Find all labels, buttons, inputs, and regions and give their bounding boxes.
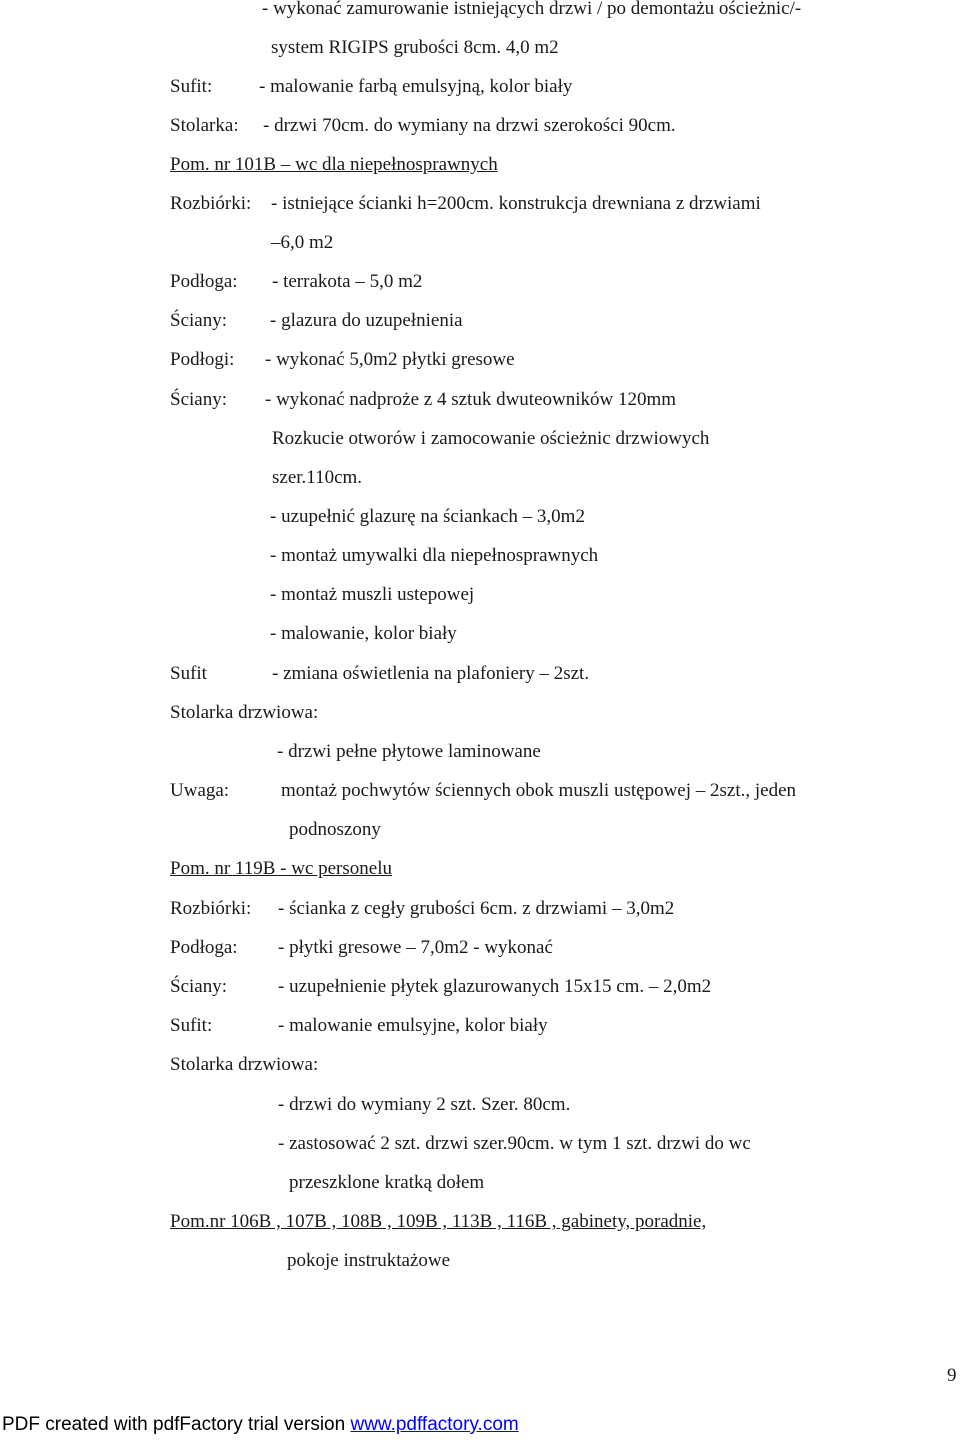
text-line: przeszklone kratką dołem [289,1172,485,1193]
text-line: - płytki gresowe – 7,0m2 - wykonać [278,937,553,958]
text-line: –6,0 m2 [271,232,334,253]
text-line: - wykonać 5,0m2 płytki gresowe [265,349,515,370]
line-label: Rozbiórki: [170,898,252,919]
line-label: Stolarka: [170,115,239,136]
section-heading: Pom. nr 119B - wc personelu [170,858,392,879]
text-line: Stolarka drzwiowa: [170,1054,319,1075]
text-line: - ścianka z cegły grubości 6cm. z drzwiami – 3,0m2 [278,898,675,919]
text-line: - glazura do uzupełnienia [270,310,463,331]
text-line: - zmiana oświetlenia na plafoniery – 2szt. [272,663,590,684]
text-line: - montaż umywalki dla niepełnosprawnych [270,545,599,566]
text-line: - drzwi pełne płytowe laminowane [277,741,541,762]
text-line: szer.110cm. [272,467,363,488]
text-line: - terrakota – 5,0 m2 [272,271,423,292]
text-line: - wykonać zamurowanie istniejących drzwi / po demontażu ościeżnic/- [262,0,802,19]
text-line: montaż pochwytów ściennych obok muszli ustępowej – 2szt., jeden [281,780,797,801]
footer-link[interactable]: www.pdffactory.com [350,1414,519,1435]
line-label: Rozbiórki: [170,193,252,214]
line-label: Podłoga: [170,937,238,958]
text-line: - malowanie farbą emulsyjną, kolor biały [259,76,573,97]
text-line: - malowanie emulsyjne, kolor biały [278,1015,548,1036]
text-line: Stolarka drzwiowa: [170,702,319,723]
text-line: podnoszony [289,819,381,840]
line-label: Ściany: [170,310,227,331]
text-line: - zastosować 2 szt. drzwi szer.90cm. w tym 1 szt. drzwi do wc [278,1133,751,1154]
text-line: pokoje instruktażowe [287,1250,451,1271]
text-line: - istniejące ścianki h=200cm. konstrukcja drewniana z drzwiami [271,193,761,214]
text-line: - drzwi 70cm. do wymiany na drzwi szerokości 90cm. [263,115,676,136]
pdf-footer [2,1412,519,1438]
text-line: - uzupełnić glazurę na ściankach – 3,0m2 [270,506,585,527]
text-line: - malowanie, kolor biały [270,623,457,644]
line-label: Ściany: [170,389,227,410]
text-line: - wykonać nadproże z 4 sztuk dwuteowników 120mm [265,389,677,410]
text-line: Rozkucie otworów i zamocowanie ościeżnic drzwiowych [272,428,710,449]
text-line: - uzupełnienie płytek glazurowanych 15x15 cm. – 2,0m2 [278,976,712,997]
page-number: 9 [947,1365,957,1386]
line-label: Uwaga: [170,780,230,801]
line-label: Sufit [170,663,207,684]
line-label: Sufit: [170,1015,213,1036]
line-label: Podłogi: [170,349,235,370]
text-line: - drzwi do wymiany 2 szt. Szer. 80cm. [278,1094,571,1115]
section-heading: Pom.nr 106B , 107B , 108B , 109B , 113B , 116B , gabinety, poradnie, [170,1211,707,1232]
text-line: - montaż muszli ustepowej [270,584,475,605]
section-heading: Pom. nr 101B – wc dla niepełnosprawnych [170,154,498,175]
line-label: Ściany: [170,976,227,997]
footer-text: PDF created with pdfFactory trial version [2,1414,351,1435]
line-label: Podłoga: [170,271,238,292]
text-line: system RIGIPS grubości 8cm. 4,0 m2 [271,37,559,58]
line-label: Sufit: [170,76,213,97]
